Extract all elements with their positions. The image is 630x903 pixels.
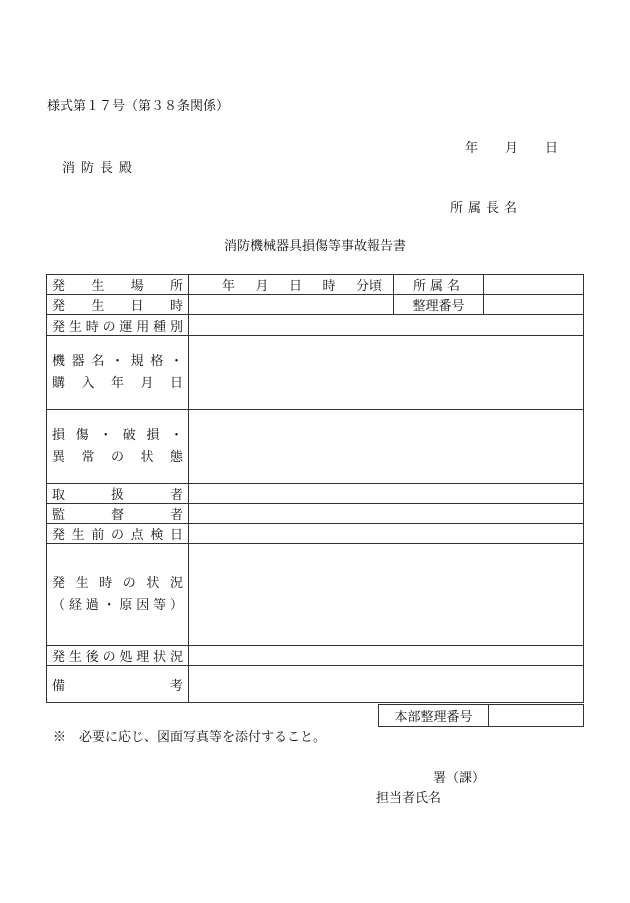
damage-label-line1: 損傷・破損・ [52, 427, 183, 443]
affiliation-chief-name: 所属長名 [450, 201, 523, 216]
damage-field[interactable] [189, 410, 584, 484]
table-row [47, 524, 584, 544]
equipment-label-line2: 購入年月日 [52, 375, 183, 391]
addressee: 消防長殿 [62, 161, 139, 176]
remarks-field[interactable] [189, 666, 584, 703]
table-row [47, 410, 584, 484]
situation-label-line2: （経過・原因等） [52, 597, 183, 613]
affiliation-name-field[interactable] [484, 275, 584, 295]
department-label: 署（課） [433, 771, 486, 786]
table-row [47, 504, 584, 524]
datetime-minute: 分頃 [355, 279, 382, 294]
situation-field[interactable] [189, 544, 584, 646]
occurrence-datetime-label: 発生日時 [47, 295, 189, 315]
affiliation-name-label: 所属名 [394, 275, 484, 295]
table-row [47, 315, 584, 336]
last-inspection-field[interactable] [189, 524, 584, 544]
table-row [47, 484, 584, 504]
occurrence-place-label: 発生場所 [47, 275, 189, 295]
report-table [46, 274, 584, 703]
handler-label: 取扱者 [47, 484, 189, 504]
table-row [47, 336, 584, 410]
reference-number-label: 整理番号 [394, 295, 484, 315]
date-year-label: 年 [465, 141, 479, 156]
datetime-hour: 時 [322, 279, 336, 294]
datetime-month: 月 [255, 279, 269, 294]
date-month-label: 月 [505, 141, 519, 156]
supervisor-field[interactable] [189, 504, 584, 524]
equipment-label-line1: 機器名・規格・ [52, 353, 183, 369]
damage-label [47, 410, 189, 484]
attachment-note: ※ 必要に応じ、図面写真等を添付すること。 [53, 730, 327, 745]
table-row [47, 666, 584, 703]
equipment-label [47, 336, 189, 410]
occurrence-place-field[interactable] [189, 295, 394, 315]
table-row [47, 544, 584, 646]
datetime-day: 日 [288, 279, 302, 294]
situation-label-line1: 発生時の状況 [52, 575, 183, 591]
operation-type-field[interactable] [189, 315, 584, 336]
operation-type-label: 発生時の運用種別 [47, 315, 189, 336]
supervisor-label: 監督者 [47, 504, 189, 524]
form-number: 様式第１７号（第３８条関係） [47, 99, 230, 114]
table-row [47, 295, 584, 315]
damage-label-line2: 異常の状態 [52, 449, 183, 465]
datetime-year: 年 [222, 279, 236, 294]
post-handling-field[interactable] [189, 646, 584, 666]
situation-label [47, 544, 189, 646]
post-handling-label: 発生後の処理状況 [47, 646, 189, 666]
equipment-field[interactable] [189, 336, 584, 410]
remarks-label: 備考 [47, 666, 189, 703]
hq-number-label: 本部整理番号 [379, 705, 489, 727]
hq-number-field[interactable] [489, 705, 584, 727]
handler-field[interactable] [189, 484, 584, 504]
date-day-label: 日 [545, 141, 559, 156]
last-inspection-label: 発生前の点検日 [47, 524, 189, 544]
reference-number-field[interactable] [484, 295, 584, 315]
document-title: 消防機械器具損傷等事故報告書 [223, 239, 406, 254]
person-in-charge-label: 担当者氏名 [376, 791, 442, 806]
hq-number-table [378, 704, 584, 727]
table-row [47, 275, 584, 295]
table-row [47, 646, 584, 666]
occurrence-datetime-field[interactable] [189, 275, 394, 295]
